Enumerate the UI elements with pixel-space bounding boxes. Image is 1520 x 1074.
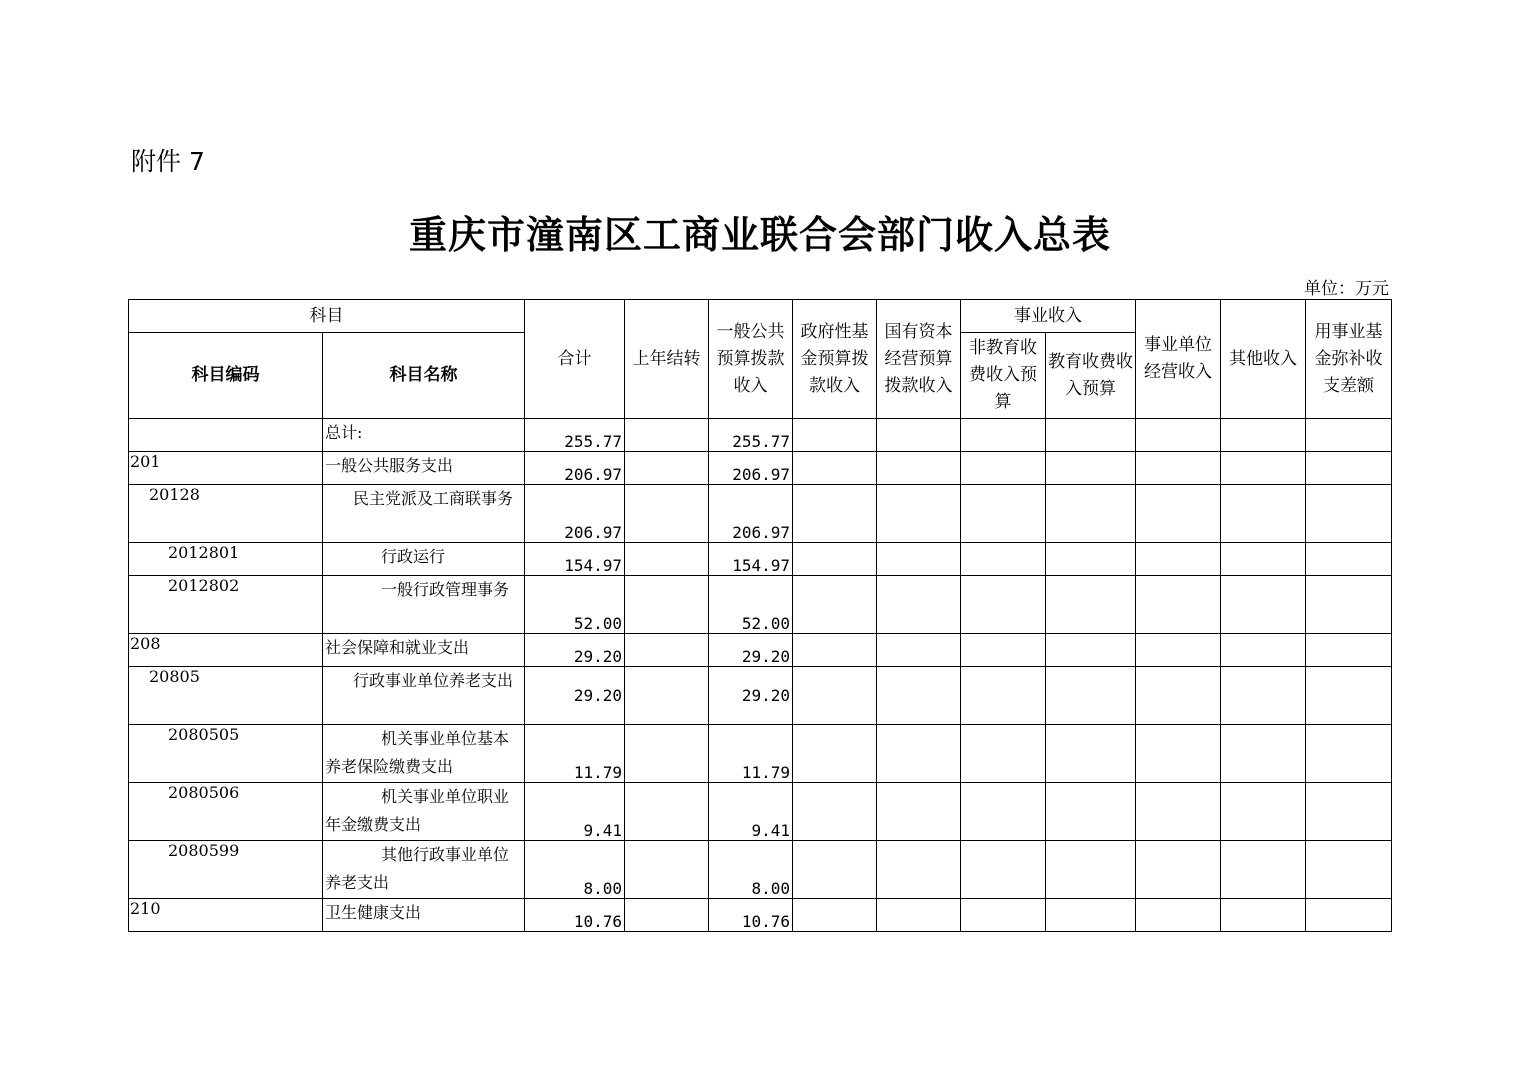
empty-cell xyxy=(961,899,1046,932)
empty-cell xyxy=(1221,634,1306,667)
empty-cell xyxy=(793,783,877,841)
row-name: 一般行政管理事务 xyxy=(323,576,525,634)
header-total: 合计 xyxy=(525,300,625,419)
row-total: 154.97 xyxy=(525,543,625,576)
empty-cell xyxy=(793,841,877,899)
empty-cell xyxy=(1306,783,1392,841)
row-prev-year xyxy=(625,576,709,634)
header-state-capital-budget: 国有资本经营预算拨款收入 xyxy=(877,300,961,419)
attachment-label: 附件 7 xyxy=(131,147,205,176)
empty-cell xyxy=(1221,725,1306,783)
empty-cell xyxy=(1221,783,1306,841)
row-total: 255.77 xyxy=(525,419,625,452)
empty-cell xyxy=(877,841,961,899)
empty-cell xyxy=(1136,576,1221,634)
empty-cell xyxy=(1221,899,1306,932)
empty-cell xyxy=(961,725,1046,783)
row-code: 210 xyxy=(129,899,323,932)
empty-cell xyxy=(1306,634,1392,667)
row-code xyxy=(129,419,323,452)
row-prev-year xyxy=(625,485,709,543)
row-general: 255.77 xyxy=(709,419,793,452)
empty-cell xyxy=(961,485,1046,543)
empty-cell xyxy=(1046,841,1136,899)
empty-cell xyxy=(961,667,1046,725)
empty-cell xyxy=(1306,899,1392,932)
empty-cell xyxy=(1306,841,1392,899)
empty-cell xyxy=(961,452,1046,485)
empty-cell xyxy=(1046,485,1136,543)
empty-cell xyxy=(793,576,877,634)
empty-cell xyxy=(877,419,961,452)
row-name: 机关事业单位职业年金缴费支出 xyxy=(323,783,525,841)
empty-cell xyxy=(1136,485,1221,543)
row-code: 2012801 xyxy=(129,543,323,576)
table-row xyxy=(129,419,1392,452)
row-general: 206.97 xyxy=(709,485,793,543)
row-total: 206.97 xyxy=(525,452,625,485)
table-row xyxy=(129,576,1392,634)
empty-cell xyxy=(1046,899,1136,932)
table-row xyxy=(129,841,1392,899)
row-prev-year xyxy=(625,783,709,841)
empty-cell xyxy=(1046,783,1136,841)
empty-cell xyxy=(1046,543,1136,576)
empty-cell xyxy=(1306,452,1392,485)
empty-cell xyxy=(793,667,877,725)
table-row xyxy=(129,667,1392,725)
row-total: 11.79 xyxy=(525,725,625,783)
empty-cell xyxy=(1221,841,1306,899)
page-title: 重庆市潼南区工商业联合会部门收入总表 xyxy=(408,212,1111,257)
table-row xyxy=(129,783,1392,841)
row-general: 10.76 xyxy=(709,899,793,932)
empty-cell xyxy=(1046,576,1136,634)
empty-cell xyxy=(1306,485,1392,543)
row-code: 208 xyxy=(129,634,323,667)
row-general: 11.79 xyxy=(709,725,793,783)
empty-cell xyxy=(793,485,877,543)
empty-cell xyxy=(793,634,877,667)
row-name: 行政运行 xyxy=(323,543,525,576)
empty-cell xyxy=(1306,725,1392,783)
empty-cell xyxy=(793,899,877,932)
row-general: 9.41 xyxy=(709,783,793,841)
header-prev-year-carryover: 上年结转 xyxy=(625,300,709,419)
empty-cell xyxy=(1046,634,1136,667)
empty-cell xyxy=(1306,667,1392,725)
row-general: 29.20 xyxy=(709,667,793,725)
row-prev-year xyxy=(625,841,709,899)
row-total: 29.20 xyxy=(525,667,625,725)
header-general-public-budget: 一般公共预算拨款收入 xyxy=(709,300,793,419)
header-non-edu-fee: 非教育收费收入预算 xyxy=(961,333,1046,419)
table-row xyxy=(129,899,1392,932)
row-name: 行政事业单位养老支出 xyxy=(323,667,525,725)
table-row xyxy=(129,634,1392,667)
row-code: 2080599 xyxy=(129,841,323,899)
row-code: 2080506 xyxy=(129,783,323,841)
empty-cell xyxy=(1221,419,1306,452)
row-prev-year xyxy=(625,667,709,725)
empty-cell xyxy=(877,783,961,841)
row-name: 民主党派及工商联事务 xyxy=(323,485,525,543)
empty-cell xyxy=(961,634,1046,667)
row-code: 20805 xyxy=(129,667,323,725)
empty-cell xyxy=(1221,543,1306,576)
empty-cell xyxy=(1136,419,1221,452)
empty-cell xyxy=(1136,899,1221,932)
row-code: 20128 xyxy=(129,485,323,543)
empty-cell xyxy=(961,419,1046,452)
empty-cell xyxy=(961,841,1046,899)
empty-cell xyxy=(1221,576,1306,634)
row-general: 29.20 xyxy=(709,634,793,667)
header-business-fund-supplement: 用事业基金弥补收支差额 xyxy=(1306,300,1392,419)
row-general: 206.97 xyxy=(709,452,793,485)
empty-cell xyxy=(1136,725,1221,783)
empty-cell xyxy=(961,576,1046,634)
row-code: 2080505 xyxy=(129,725,323,783)
row-total: 52.00 xyxy=(525,576,625,634)
row-prev-year xyxy=(625,899,709,932)
row-total: 8.00 xyxy=(525,841,625,899)
row-name: 其他行政事业单位养老支出 xyxy=(323,841,525,899)
empty-cell xyxy=(1136,841,1221,899)
empty-cell xyxy=(877,725,961,783)
empty-cell xyxy=(961,783,1046,841)
empty-cell xyxy=(877,634,961,667)
table-row xyxy=(129,485,1392,543)
empty-cell xyxy=(1046,419,1136,452)
empty-cell xyxy=(793,725,877,783)
empty-cell xyxy=(1046,667,1136,725)
row-total: 29.20 xyxy=(525,634,625,667)
empty-cell xyxy=(1306,576,1392,634)
empty-cell xyxy=(793,452,877,485)
empty-cell xyxy=(877,576,961,634)
empty-cell xyxy=(1306,419,1392,452)
empty-cell xyxy=(961,543,1046,576)
empty-cell xyxy=(1136,667,1221,725)
empty-cell xyxy=(877,485,961,543)
table-row xyxy=(129,543,1392,576)
empty-cell xyxy=(1136,452,1221,485)
row-name: 总计: xyxy=(323,419,525,452)
table-row xyxy=(129,725,1392,783)
header-subject: 科目 xyxy=(129,300,525,333)
row-prev-year xyxy=(625,634,709,667)
row-total: 10.76 xyxy=(525,899,625,932)
table-row xyxy=(129,452,1392,485)
empty-cell xyxy=(1136,543,1221,576)
header-subject-code: 科目编码 xyxy=(129,333,323,419)
header-other-income: 其他收入 xyxy=(1221,300,1306,419)
row-prev-year xyxy=(625,452,709,485)
row-total: 9.41 xyxy=(525,783,625,841)
row-prev-year xyxy=(625,543,709,576)
row-general: 154.97 xyxy=(709,543,793,576)
row-name: 卫生健康支出 xyxy=(323,899,525,932)
row-prev-year xyxy=(625,725,709,783)
header-business-unit-operating: 事业单位经营收入 xyxy=(1136,300,1221,419)
empty-cell xyxy=(793,543,877,576)
empty-cell xyxy=(877,543,961,576)
empty-cell xyxy=(877,452,961,485)
row-prev-year xyxy=(625,419,709,452)
empty-cell xyxy=(1046,452,1136,485)
row-total: 206.97 xyxy=(525,485,625,543)
row-general: 52.00 xyxy=(709,576,793,634)
empty-cell xyxy=(793,419,877,452)
empty-cell xyxy=(1046,725,1136,783)
row-code: 201 xyxy=(129,452,323,485)
row-name: 社会保障和就业支出 xyxy=(323,634,525,667)
row-general: 8.00 xyxy=(709,841,793,899)
row-name: 一般公共服务支出 xyxy=(323,452,525,485)
income-summary-table xyxy=(128,299,1392,932)
empty-cell xyxy=(1136,783,1221,841)
empty-cell xyxy=(1306,543,1392,576)
empty-cell xyxy=(877,667,961,725)
header-subject-name: 科目名称 xyxy=(323,333,525,419)
header-business-income: 事业收入 xyxy=(961,300,1136,333)
row-code: 2012802 xyxy=(129,576,323,634)
header-edu-fee: 教育收费收入预算 xyxy=(1046,333,1136,419)
empty-cell xyxy=(1221,667,1306,725)
empty-cell xyxy=(1221,452,1306,485)
empty-cell xyxy=(1136,634,1221,667)
empty-cell xyxy=(877,899,961,932)
header-gov-fund-budget: 政府性基金预算拨款收入 xyxy=(793,300,877,419)
unit-label: 单位：万元 xyxy=(1304,279,1389,299)
empty-cell xyxy=(1221,485,1306,543)
row-name: 机关事业单位基本养老保险缴费支出 xyxy=(323,725,525,783)
